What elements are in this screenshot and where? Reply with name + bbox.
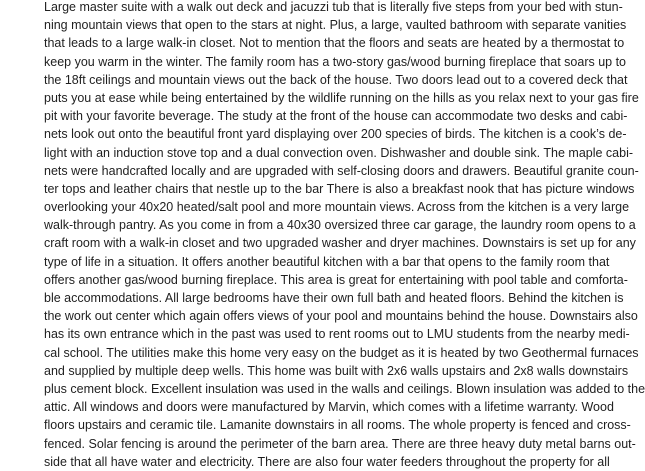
text-line: cal school. The utilities make this home very easy on the budget as it is heated by two Geothermal furnaces (44, 345, 639, 360)
text-line: nets were handcrafted locally and are upgraded with self-closing doors and drawers. Beautiful granite coun- (44, 163, 639, 178)
text-line: ble accommodations. All large bedrooms have their own full bath and heated floors. Behind the kitchen is (44, 291, 624, 305)
text-line: plus cement block. Excellent insulation was used in the walls and ceilings. Blown insulation was added to the (44, 381, 645, 396)
text-line: fenced. Solar fencing is around the perimeter of the barn area. There are three heavy duty metal barns out- (44, 436, 636, 451)
text-line: the work out center which again offers views of your pool and mountains behind the house. Downstairs also (44, 309, 638, 324)
text-line: offers another gas/wood burning fireplace. This area is great for entertaining with pool table and comforta- (44, 272, 628, 287)
text-line: that leads to a large walk-in closet. Not to mention that the floors and seats are heated by a thermostat to (44, 36, 625, 51)
text-line: type of life in a situation. It offers another beautiful kitchen with a bar that opens to the family room that (44, 254, 610, 269)
text-line: craft room with a walk-in closet and two upgraded washer and dryer machines. Downstairs is set up for any (44, 236, 636, 251)
text-line: walk-through pantry. As you come in from a 40x30 oversized three car garage, the laundry room opens to a (44, 218, 636, 233)
text-line: light with an induction stove top and a dual convection oven. Dishwasher and double sink. The maple cabi- (44, 145, 634, 160)
text-line: Large master suite with a walk out deck and jacuzzi tub that is literally five steps from your bed with stun- (44, 0, 623, 14)
text-line: overlooking your 40x20 heated/salt pool and more mountain views. Across from the kitchen is a very large (44, 200, 630, 215)
text-line: and supplied by multiple deep wells. This home was built with 2x6 walls upstairs and 2x8 walls downstairs (44, 363, 629, 378)
text-line: ter tops and leather chairs that nestle up to the bar There is also a breakfast nook that has picture windows (44, 181, 635, 196)
text-line: keep you warm in the winter. The family room has a two-story gas/wood burning fireplace that soars up to (44, 54, 627, 69)
text-line: has its own entrance which in the past was used to rent rooms out to LMU students from the nearby medi- (44, 327, 630, 342)
text-line: attic. All windows and doors were manufactured by Marvin, which comes with a lifetime warranty. Wood (44, 400, 614, 415)
text-line: side that all have water and electricity. There are also four water feeders throughout the property for all (44, 454, 610, 469)
text-line: ning mountain views that open to the stars at night. Plus, a large, vaulted bathroom with separate vanities (44, 18, 627, 33)
text-line: floors upstairs and ceramic tile. Lamanite downstairs in all rooms. The whole property is fenced and cross- (44, 418, 631, 433)
text-line: pit with your favorite beverage. The study at the front of the house can accommodate two desks and cabi- (44, 109, 628, 124)
text-line: puts you at ease while being entertained by the wildlife running on the hills as you relax next to your gas fire (44, 90, 639, 105)
listing-description-text (44, 0, 645, 471)
text-line: nets look out onto the beautiful front yard displaying over 200 species of birds. The kitchen is a cook’s de- (44, 127, 627, 142)
text-line: the 18ft ceilings and mountain views out the back of the house. Two doors lead out to a covered deck that (44, 72, 628, 87)
